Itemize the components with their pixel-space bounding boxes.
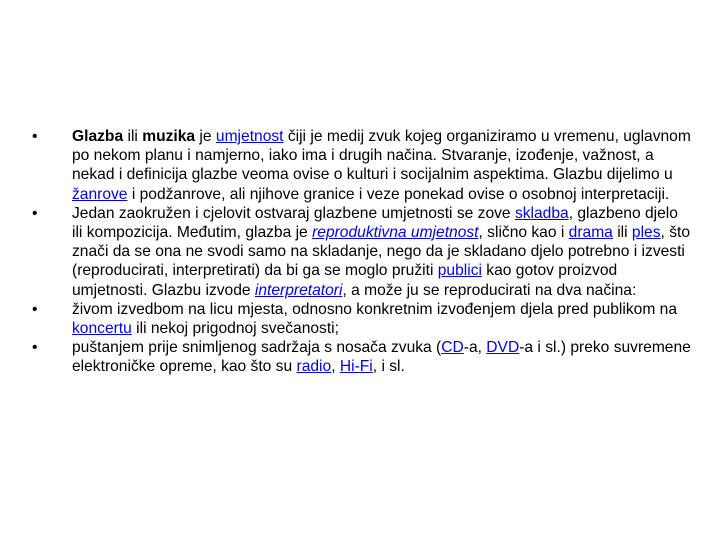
text-run: puštanjem prije snimljenog sadržaja s nosača zvuka ( [72,339,442,357]
inline-link[interactable]: skladba [514,204,569,222]
text-run: ili nekoj prigodnoj svečanosti; [131,320,339,338]
bold-term: muzika [142,128,196,145]
text-run: Jedan zaokružen i cjelovit ostvaraj glazbene umjetnosti se zove [72,204,515,222]
bullet-item [32,338,692,376]
text-run: , i sl. [372,358,405,376]
bullet-item [32,127,692,204]
inline-link[interactable]: Hi-Fi [339,358,373,376]
inline-link[interactable]: drama [568,224,613,242]
bullet-item [32,204,692,300]
text-run: i podžanrove, ali njihove granice i veze ponekad ovise o osobnoj interpretaciji. [127,185,670,203]
text-run: , slično kao i [478,224,569,242]
inline-link[interactable]: DVD [486,339,520,357]
text-run: , što znači da se ona ne svodi samo na skladanje, nego da je skladano djelo potrebno i izvesti (reproducirati, interpretirati) da bi ga se moglo pružiti [72,224,690,280]
text-run: , glazbeno djelo ili kompozicija. Međutim, glazba je [72,204,678,242]
bold-term: Glazba [72,128,124,145]
inline-link[interactable]: reproduktivna umjetnost [312,224,479,242]
bullet-icon: • [32,128,38,145]
inline-link[interactable]: žanrove [72,185,128,203]
text-run: je [195,128,216,145]
bullet-icon: • [32,300,38,318]
text-run: , a može ju se reproducirati na dva načina: [342,281,637,299]
bullet-icon: • [32,339,38,357]
inline-link[interactable]: ples [631,224,661,242]
inline-link[interactable]: CD [441,339,464,357]
text-run: -a i sl.) preko suvremene elektroničke opreme, kao što su [72,339,691,376]
bullet-list [32,127,692,377]
inline-link[interactable]: umjetnost [215,128,284,145]
inline-link[interactable]: koncertu [72,320,132,338]
text-run: ili [123,128,143,145]
text-run: čiji je medij zvuk kojeg organiziramo u vremenu, uglavnom po nekom planu i namjerno, iako ima i drugih načina. Stvaranje, izođenje, važnost, a nekad i definicija glazbe veoma ovise o kulturi i socijalnim aspektima. Glazbu dijelimo u [72,128,691,184]
bullet-item [32,300,692,338]
inline-link[interactable]: publici [437,262,482,280]
text-run: , [331,358,340,376]
inline-link[interactable]: interpretatori [254,281,343,299]
text-run: ili [612,224,632,242]
text-run: kao gotov proizvod umjetnosti. Glazbu izvode [72,262,618,299]
text-run: -a, [463,339,487,357]
text-run: živom izvedbom na licu mjesta, odnosno konkretnim izvođenjem djela pred publikom na [72,300,677,318]
inline-link[interactable]: radio [296,358,332,376]
bullet-icon: • [32,204,38,222]
